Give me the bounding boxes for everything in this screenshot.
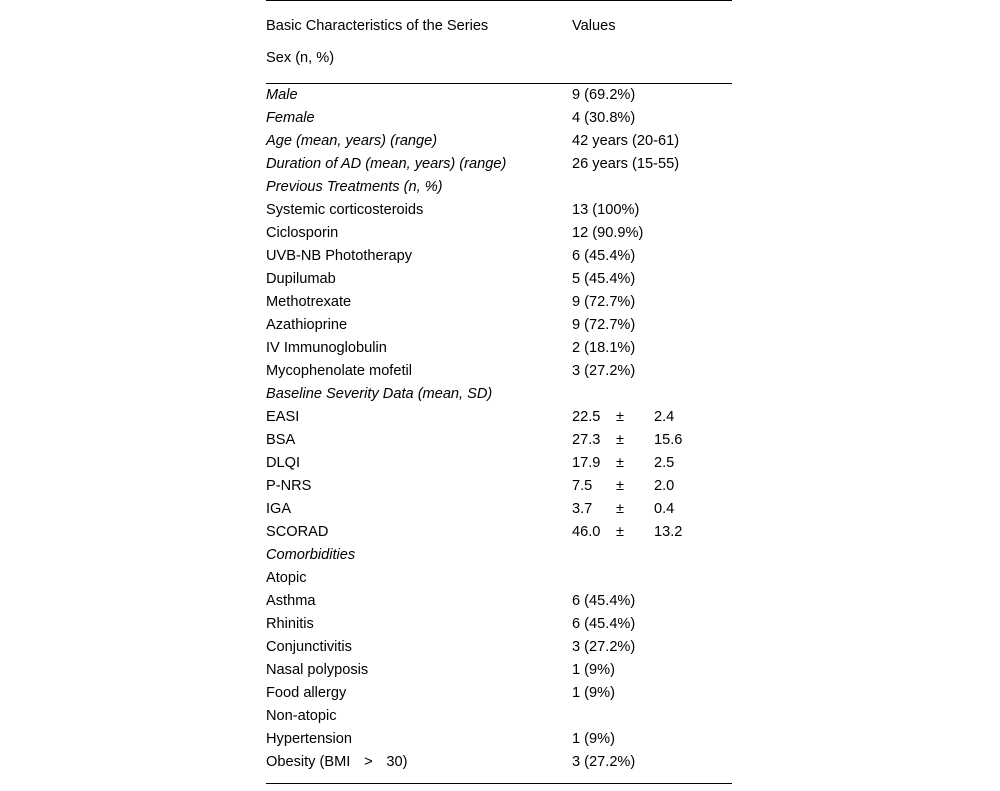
- table-row: [266, 268, 732, 291]
- row-value-sd: [572, 475, 732, 498]
- row-value: [572, 383, 732, 406]
- row-value: 1 (9%): [572, 731, 615, 747]
- row-value: 3 (27.2%): [572, 363, 636, 379]
- header-col2: Values: [572, 1, 732, 40]
- row-label: Age (mean, years) (range): [266, 133, 438, 149]
- table-row: [266, 521, 732, 544]
- row-label: Duration of AD (mean, years) (range): [266, 156, 507, 172]
- table-subheader-row: [266, 39, 732, 84]
- header-col1: Basic Characteristics of the Series: [266, 1, 572, 40]
- row-label: DLQI: [266, 455, 301, 471]
- characteristics-table: [266, 0, 732, 784]
- row-label: Systemic corticosteroids: [266, 202, 424, 218]
- table-row: [266, 498, 732, 521]
- row-value-sd: [572, 498, 732, 521]
- sd-value: 0.4: [654, 501, 675, 517]
- row-label: IV Immunoglobulin: [266, 340, 387, 356]
- row-value: 9 (72.7%): [572, 294, 636, 310]
- table-row: [266, 107, 732, 130]
- table-row: [266, 590, 732, 613]
- table-row: [266, 130, 732, 153]
- row-value-sd: [572, 521, 732, 544]
- mean-value: 22.5: [572, 409, 601, 425]
- row-label: UVB-NB Phototherapy: [266, 248, 413, 264]
- table-row: [266, 176, 732, 199]
- obesity-label-part2: 30): [386, 754, 408, 770]
- row-value: 9 (72.7%): [572, 317, 636, 333]
- row-label: Non-atopic: [266, 708, 337, 724]
- plus-minus-symbol: ±: [616, 524, 625, 540]
- table-row: [266, 682, 732, 705]
- row-label: SCORAD: [266, 524, 329, 540]
- table-row: [266, 406, 732, 429]
- table-row: [266, 475, 732, 498]
- row-label: Rhinitis: [266, 616, 314, 632]
- table-row: [266, 383, 732, 406]
- row-label: P-NRS: [266, 478, 312, 494]
- sd-value: 13.2: [654, 524, 683, 540]
- row-value: 1 (9%): [572, 685, 615, 701]
- row-label: Comorbidities: [266, 547, 356, 563]
- row-value: 9 (69.2%): [572, 87, 636, 103]
- plus-minus-symbol: ±: [616, 501, 625, 517]
- row-label: Food allergy: [266, 685, 347, 701]
- row-value: 12 (90.9%): [572, 225, 644, 241]
- table-row: [266, 567, 732, 590]
- sd-value: 2.0: [654, 478, 675, 494]
- mean-value: 27.3: [572, 432, 601, 448]
- table-row: [266, 636, 732, 659]
- table-row: [266, 84, 732, 108]
- row-value: 1 (9%): [572, 662, 615, 678]
- mean-value: 17.9: [572, 455, 601, 471]
- row-label: Methotrexate: [266, 294, 352, 310]
- sd-value: 2.5: [654, 455, 675, 471]
- row-label: IGA: [266, 501, 292, 517]
- table-row: [266, 659, 732, 682]
- table-row: [266, 751, 732, 784]
- table-row: [266, 337, 732, 360]
- row-value: 6 (45.4%): [572, 593, 636, 609]
- table-row: [266, 728, 732, 751]
- plus-minus-symbol: ±: [616, 478, 625, 494]
- row-value: [572, 567, 732, 590]
- plus-minus-symbol: ±: [616, 409, 625, 425]
- characteristics-table-container: [266, 0, 732, 784]
- mean-value: 3.7: [572, 501, 593, 517]
- table-row: [266, 245, 732, 268]
- row-value: [572, 176, 732, 199]
- row-value: 3 (27.2%): [572, 751, 732, 784]
- table-row: [266, 199, 732, 222]
- row-value: 6 (45.4%): [572, 248, 636, 264]
- row-label: Ciclosporin: [266, 225, 339, 241]
- row-label: Hypertension: [266, 731, 352, 747]
- table-row: [266, 452, 732, 475]
- mean-value: 7.5: [572, 478, 593, 494]
- row-value: 5 (45.4%): [572, 271, 636, 287]
- plus-minus-symbol: ±: [616, 432, 625, 448]
- row-value: 26 years (15-55): [572, 156, 680, 172]
- row-value: 2 (18.1%): [572, 340, 636, 356]
- table-row: [266, 429, 732, 452]
- row-label: BSA: [266, 432, 296, 448]
- row-value: 13 (100%): [572, 202, 640, 218]
- row-label: Nasal polyposis: [266, 662, 369, 678]
- table-row: [266, 544, 732, 567]
- row-label: Asthma: [266, 593, 316, 609]
- subheader-value-empty: [572, 39, 732, 84]
- row-label: Azathioprine: [266, 317, 348, 333]
- greater-than-symbol: >: [364, 754, 373, 770]
- row-value-sd: [572, 406, 732, 429]
- row-label-obesity: [266, 751, 572, 784]
- row-value: 42 years (20-61): [572, 133, 680, 149]
- table-body: [266, 1, 732, 784]
- row-value: [572, 705, 732, 728]
- row-label: Baseline Severity Data (mean, SD): [266, 386, 493, 402]
- row-label: Previous Treatments (n, %): [266, 179, 443, 195]
- obesity-label-part1: Obesity (BMI: [266, 754, 351, 770]
- row-label: Dupilumab: [266, 271, 336, 287]
- row-label: Male: [266, 87, 298, 103]
- table-row: [266, 222, 732, 245]
- row-value: 6 (45.4%): [572, 616, 636, 632]
- row-value: 3 (27.2%): [572, 639, 636, 655]
- table-row: [266, 613, 732, 636]
- table-row: [266, 360, 732, 383]
- table-row: [266, 314, 732, 337]
- table-row: [266, 705, 732, 728]
- row-label: Female: [266, 110, 315, 126]
- table-row: [266, 153, 732, 176]
- subheader-sex: Sex (n, %): [266, 39, 572, 84]
- table-header-row: [266, 1, 732, 40]
- mean-value: 46.0: [572, 524, 601, 540]
- row-label: Atopic: [266, 570, 307, 586]
- sd-value: 15.6: [654, 432, 683, 448]
- sd-value: 2.4: [654, 409, 675, 425]
- row-value-sd: [572, 452, 732, 475]
- row-value: 4 (30.8%): [572, 110, 636, 126]
- row-value-sd: [572, 429, 732, 452]
- row-label: Mycophenolate mofetil: [266, 363, 413, 379]
- row-value: [572, 544, 732, 567]
- row-label: EASI: [266, 409, 300, 425]
- row-label: Conjunctivitis: [266, 639, 352, 655]
- plus-minus-symbol: ±: [616, 455, 625, 471]
- table-row: [266, 291, 732, 314]
